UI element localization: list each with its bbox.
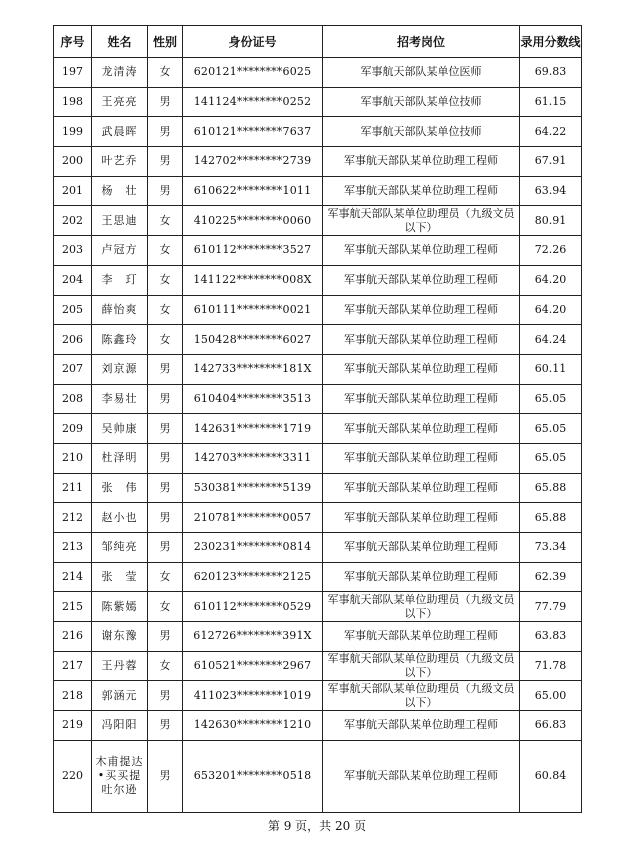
cell-score: 65.05: [520, 414, 582, 444]
table-row: [54, 533, 582, 563]
cell-id-number: 610112********3527: [183, 236, 323, 266]
cell-gender: 男: [148, 740, 183, 812]
cell-no: 219: [54, 711, 92, 741]
cell-id-number: 610622********1011: [183, 176, 323, 206]
cell-id-number: 142733********181X: [183, 354, 323, 384]
cell-id-number: 142631********1719: [183, 414, 323, 444]
cell-no: 218: [54, 681, 92, 711]
table-row: [54, 740, 582, 812]
cell-id-number: 150428********6027: [183, 325, 323, 355]
header-position: 招考岗位: [323, 26, 520, 58]
table-row: [54, 651, 582, 681]
cell-position: 军事航天部队某单位助理工程师: [323, 265, 520, 295]
cell-gender: 女: [148, 592, 183, 622]
cell-name: 王丹蓉: [92, 651, 148, 681]
cell-position: 军事航天部队某单位医师: [323, 58, 520, 88]
cell-no: 201: [54, 176, 92, 206]
cell-no: 211: [54, 473, 92, 503]
cell-gender: 男: [148, 354, 183, 384]
cell-no: 220: [54, 740, 92, 812]
table-row: [54, 384, 582, 414]
cell-position: 军事航天部队某单位助理员（九级文员以下）: [323, 651, 520, 681]
header-score: 录用分数线: [520, 26, 582, 58]
cell-gender: 女: [148, 562, 183, 592]
cell-position: 军事航天部队某单位技师: [323, 117, 520, 147]
table-row: [54, 206, 582, 236]
cell-score: 63.94: [520, 176, 582, 206]
table-row: [54, 176, 582, 206]
header-name: 姓名: [92, 26, 148, 58]
cell-name: 刘京源: [92, 354, 148, 384]
table-row: [54, 443, 582, 473]
cell-id-number: 530381********5139: [183, 473, 323, 503]
cell-no: 198: [54, 87, 92, 117]
cell-position: 军事航天部队某单位技师: [323, 87, 520, 117]
cell-score: 63.83: [520, 622, 582, 652]
cell-no: 205: [54, 295, 92, 325]
cell-no: 204: [54, 265, 92, 295]
cell-score: 65.00: [520, 681, 582, 711]
cell-name: 王思迪: [92, 206, 148, 236]
cell-gender: 女: [148, 206, 183, 236]
cell-gender: 女: [148, 325, 183, 355]
cell-no: 202: [54, 206, 92, 236]
cell-no: 199: [54, 117, 92, 147]
cell-score: 66.83: [520, 711, 582, 741]
cell-no: 210: [54, 443, 92, 473]
cell-gender: 男: [148, 473, 183, 503]
cell-score: 67.91: [520, 147, 582, 177]
cell-name: 杜泽明: [92, 443, 148, 473]
cell-no: 203: [54, 236, 92, 266]
cell-id-number: 620123********2125: [183, 562, 323, 592]
cell-name: 陈紫嫣: [92, 592, 148, 622]
table-row: [54, 117, 582, 147]
cell-position: 军事航天部队某单位助理工程师: [323, 443, 520, 473]
table-row: [54, 562, 582, 592]
cell-position: 军事航天部队某单位助理工程师: [323, 384, 520, 414]
table-row: [54, 354, 582, 384]
cell-score: 69.83: [520, 58, 582, 88]
table-row: [54, 414, 582, 444]
cell-gender: 男: [148, 443, 183, 473]
table-row: [54, 265, 582, 295]
table-row: [54, 325, 582, 355]
table-row: [54, 58, 582, 88]
cell-gender: 男: [148, 117, 183, 147]
cell-gender: 男: [148, 87, 183, 117]
cell-no: 207: [54, 354, 92, 384]
cell-position: 军事航天部队某单位助理工程师: [323, 622, 520, 652]
table-row: [54, 681, 582, 711]
cell-position: 军事航天部队某单位助理工程师: [323, 414, 520, 444]
cell-position: 军事航天部队某单位助理工程师: [323, 740, 520, 812]
cell-id-number: 210781********0057: [183, 503, 323, 533]
cell-score: 64.24: [520, 325, 582, 355]
cell-name: 冯阳阳: [92, 711, 148, 741]
cell-name: 郭涵元: [92, 681, 148, 711]
cell-gender: 女: [148, 265, 183, 295]
cell-gender: 女: [148, 58, 183, 88]
cell-position: 军事航天部队某单位助理工程师: [323, 295, 520, 325]
cell-name: 陈鑫玲: [92, 325, 148, 355]
cell-id-number: 411023********1019: [183, 681, 323, 711]
cell-no: 216: [54, 622, 92, 652]
cell-score: 60.11: [520, 354, 582, 384]
cell-score: 65.88: [520, 473, 582, 503]
header-gender: 性别: [148, 26, 183, 58]
cell-name: 叶艺乔: [92, 147, 148, 177]
cell-gender: 男: [148, 384, 183, 414]
cell-name: 张 伟: [92, 473, 148, 503]
table-row: [54, 503, 582, 533]
table-row: [54, 592, 582, 622]
cell-position: 军事航天部队某单位助理员（九级文员以下）: [323, 681, 520, 711]
cell-id-number: 142703********3311: [183, 443, 323, 473]
cell-no: 212: [54, 503, 92, 533]
cell-gender: 女: [148, 651, 183, 681]
cell-id-number: 141124********0252: [183, 87, 323, 117]
table-row: [54, 622, 582, 652]
cell-no: 209: [54, 414, 92, 444]
cell-name: 杨 壮: [92, 176, 148, 206]
cell-name: 武晨晖: [92, 117, 148, 147]
cell-gender: 男: [148, 414, 183, 444]
cell-name: 谢东豫: [92, 622, 148, 652]
cell-id-number: 612726********391X: [183, 622, 323, 652]
cell-score: 65.05: [520, 443, 582, 473]
cell-gender: 男: [148, 147, 183, 177]
cell-position: 军事航天部队某单位助理工程师: [323, 325, 520, 355]
cell-score: 62.39: [520, 562, 582, 592]
cell-score: 71.78: [520, 651, 582, 681]
cell-score: 72.26: [520, 236, 582, 266]
cell-gender: 男: [148, 533, 183, 563]
cell-position: 军事航天部队某单位助理员（九级文员以下）: [323, 592, 520, 622]
cell-id-number: 410225********0060: [183, 206, 323, 236]
cell-id-number: 620121********6025: [183, 58, 323, 88]
table-row: [54, 236, 582, 266]
cell-score: 61.15: [520, 87, 582, 117]
header-id-number: 身份证号: [183, 26, 323, 58]
cell-name: 吴帅康: [92, 414, 148, 444]
cell-no: 214: [54, 562, 92, 592]
cell-no: 217: [54, 651, 92, 681]
cell-position: 军事航天部队某单位助理工程师: [323, 354, 520, 384]
cell-score: 60.84: [520, 740, 582, 812]
cell-gender: 男: [148, 711, 183, 741]
header-no: 序号: [54, 26, 92, 58]
cell-position: 军事航天部队某单位助理工程师: [323, 176, 520, 206]
table-row: [54, 473, 582, 503]
cell-position: 军事航天部队某单位助理工程师: [323, 473, 520, 503]
cell-id-number: 610121********7637: [183, 117, 323, 147]
cell-gender: 男: [148, 681, 183, 711]
cell-gender: 女: [148, 295, 183, 325]
cell-score: 64.22: [520, 117, 582, 147]
cell-position: 军事航天部队某单位助理员（九级文员以下）: [323, 206, 520, 236]
table-row: [54, 87, 582, 117]
cell-no: 206: [54, 325, 92, 355]
cell-id-number: 653201********0518: [183, 740, 323, 812]
cell-id-number: 610111********0021: [183, 295, 323, 325]
cell-name: 赵小也: [92, 503, 148, 533]
cell-gender: 女: [148, 236, 183, 266]
cell-position: 军事航天部队某单位助理工程师: [323, 147, 520, 177]
cell-position: 军事航天部队某单位助理工程师: [323, 236, 520, 266]
table-row: [54, 295, 582, 325]
cell-position: 军事航天部队某单位助理工程师: [323, 562, 520, 592]
cell-id-number: 610404********3513: [183, 384, 323, 414]
cell-score: 77.79: [520, 592, 582, 622]
table-row: [54, 711, 582, 741]
cell-gender: 男: [148, 503, 183, 533]
cell-no: 208: [54, 384, 92, 414]
cell-name: 卢冠方: [92, 236, 148, 266]
cell-name: 龙清涛: [92, 58, 148, 88]
cell-position: 军事航天部队某单位助理工程师: [323, 533, 520, 563]
cell-score: 65.05: [520, 384, 582, 414]
cell-no: 215: [54, 592, 92, 622]
cell-id-number: 230231********0814: [183, 533, 323, 563]
cell-id-number: 141122********008X: [183, 265, 323, 295]
cell-name: 李易壮: [92, 384, 148, 414]
table-header-row: [54, 26, 582, 58]
cell-id-number: 610521********2967: [183, 651, 323, 681]
cell-no: 200: [54, 147, 92, 177]
cell-position: 军事航天部队某单位助理工程师: [323, 503, 520, 533]
cell-name: 张 莹: [92, 562, 148, 592]
cell-gender: 男: [148, 622, 183, 652]
cell-gender: 男: [148, 176, 183, 206]
cell-name: 薛怡爽: [92, 295, 148, 325]
cell-no: 197: [54, 58, 92, 88]
cell-score: 73.34: [520, 533, 582, 563]
cell-name: 木甫提达•买买提吐尔逊: [92, 740, 148, 812]
table-row: [54, 147, 582, 177]
cell-no: 213: [54, 533, 92, 563]
cell-name: 邹纯亮: [92, 533, 148, 563]
cell-name: 王亮亮: [92, 87, 148, 117]
cell-score: 65.88: [520, 503, 582, 533]
cell-score: 64.20: [520, 265, 582, 295]
cell-position: 军事航天部队某单位助理工程师: [323, 711, 520, 741]
page-footer: 第 9 页，共 20 页: [267, 819, 367, 833]
cell-id-number: 610112********0529: [183, 592, 323, 622]
cell-id-number: 142702********2739: [183, 147, 323, 177]
cell-id-number: 142630********1210: [183, 711, 323, 741]
roster-table: [53, 25, 582, 813]
cell-score: 80.91: [520, 206, 582, 236]
cell-name: 李 玎: [92, 265, 148, 295]
cell-score: 64.20: [520, 295, 582, 325]
